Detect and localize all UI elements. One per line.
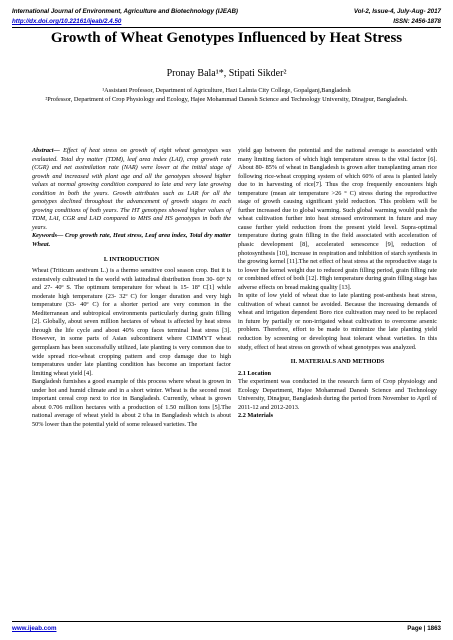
materials-heading: 2.2 Materials xyxy=(238,412,274,420)
right-column xyxy=(238,147,437,421)
intro-heading: I. INTRODUCTION xyxy=(103,255,160,263)
abstract-label: Abstract— xyxy=(32,147,60,154)
abstract-text: Effect of heat stress on growth of eight wheat genotypes was evaluated. Total dry matter (TDM), leaf area index (LAI), crop growth rate (CGR) and net assimilation rate (NAR) were lower at the initial stage of growth and increased with plant age and all the genotypes showed higher values at normal growing condition compared to late and very late growing condition in both the years. Growth attributes such as LAR for all the genotypes declined throughout the advancement of growth stages in each growing conditions of both years. The HT genotypes showed higher values of TDM, LAI, CGR and LAD compared to MHS and HS genotypes in both the years. xyxy=(32,147,231,231)
right-paragraph-1: yield gap between the potential and the national average is associated with many limiting factors of which high temperature stress is the vital factor [6]. About 80- 85% of wheat in Bangladesh is grown after transplanting aman rice following rice-wheat cropping system of which 60% of area is planted lately due to in harvesting of rice[7]. Thus the crop frequently encounters high temperature (mean air temperature >26 ° C) stress during the reproductive stage of growth causing significant yield reduction. This problem will be further increased due to global warming. Such global warming would push the wheat cultivation further into heat stressed environment in future and may cause further yield reduction from the present yield level. Supra-optimal temperature during grain filling in the field associated with acceleration of phasic development [8], accelerated senescence [9], reduction of photosynthesis [10], increase in respiration and inhibition of starch synthesis in the growing kernel [11].The net effect of heat stress at the reproductive stage is to lower the kernel weight due to reduced grain filling period, grain filling rate or combined effect of both [12]. High temperature during grain filling stage has adverse effects on bread making quality [13]. xyxy=(238,147,437,291)
volume-issue: Vol-2, Issue-4, July-Aug- 2017 xyxy=(353,8,441,15)
doi-link[interactable]: http://dx.doi.org/10.22161/ijeab/2.4.50 xyxy=(12,18,122,25)
keywords: Keywords— Crop growth rate, Heat stress, Leaf area index, Total dry matter Wheat. xyxy=(32,232,231,249)
header-rule xyxy=(12,27,441,28)
methods-heading: II. MATERIALS AND METHODS xyxy=(290,358,385,366)
intro-paragraph-1: Wheat (Triticum aestivum L.) is a thermo sensitive cool season crop. But it is extensively cultivated in the world with latitudinal distribution from 30- 60º N and 27- 40º S. The optimum temperature for wheat is 15- 18º C[1] while moderate high temperature (23- 32º C) for longer duration and very high temperature (33- 40º C) for a shorter period are very common in the Mediterranean and subtropical environments particularly during grain filling [2]. Globally, about seven million hectares of wheat is affected by heat stress through the life cycle and about 40% crop faces terminal heat stress [3]. However, in some parts of Asian subcontinent where CIMMYT wheat germplasm has been successfully utilized, late planting is very common due to wide spread rice-wheat cropping pattern and crop damage due to high temperatures under late planting condition has become an important factor limiting wheat yield [4]. xyxy=(32,267,231,377)
paper-title: Growth of Wheat Genotypes Influenced by Heat Stress xyxy=(50,30,403,46)
abstract xyxy=(32,147,231,232)
affiliation-1: ¹Assistant Professor, Department of Agriculture, Hazi Lalmia City College, Gopalganj,Bangladesh xyxy=(102,87,351,94)
location-heading: 2.1 Location xyxy=(238,369,271,377)
affiliations xyxy=(18,86,435,104)
left-column xyxy=(32,147,231,430)
footer-site-link[interactable]: www.ijeab.com xyxy=(12,625,57,632)
intro-paragraph-2: Bangladesh furnishes a good example of this process where wheat is grown in under hot and humid climate and in a short winter. Wheat is the second most important cereal crop next to rice in Bangladesh. Currently, wheat is grown about 0.706 million hectares with a production of 1.50 million tons [5].The national average of wheat yield is about 2 t/ha in Bangladesh which is about 50% lower than the potential yield of some released varieties. The xyxy=(32,378,231,428)
affiliation-2: ²Professor, Department of Crop Physiology and Ecology, Hajee Mohammad Danesh Science and Technology University, Dinajpur, Bangladesh. xyxy=(45,96,408,103)
location-text: The experiment was conducted in the research farm of Crop physiology and Ecology Department, Hajee Mohammad Danesh Science and Technology University, Dinajpur, Bangladesh during the period from November to April of 2011-12 and 2012-2013. xyxy=(238,378,437,411)
issn: ISSN: 2456-1878 xyxy=(393,18,441,25)
authors: Pronay Bala¹*, Stipati Sikder² xyxy=(166,68,287,79)
page-number: Page | 1863 xyxy=(407,625,441,632)
right-paragraph-2: In spite of low yield of wheat due to late planting post-anthesis heat stress, cultivation of wheat cannot be avoided. Because the increasing demands of wheat and irrigation dependent Boro rice cultivation may need to be replaced in future by partially or non-irrigated wheat cultivation to overcome arsenic problem. Therefore, effort to be made to minimize the late planting yield reduction by screening or developing heat tolerant wheat varieties. In this study, effect of heat stress on growth of wheat genotypes was analyzed. xyxy=(238,292,437,351)
journal-name: International Journal of Environment, Agriculture and Biotechnology (IJEAB) xyxy=(12,8,238,15)
footer-rule xyxy=(12,621,441,622)
